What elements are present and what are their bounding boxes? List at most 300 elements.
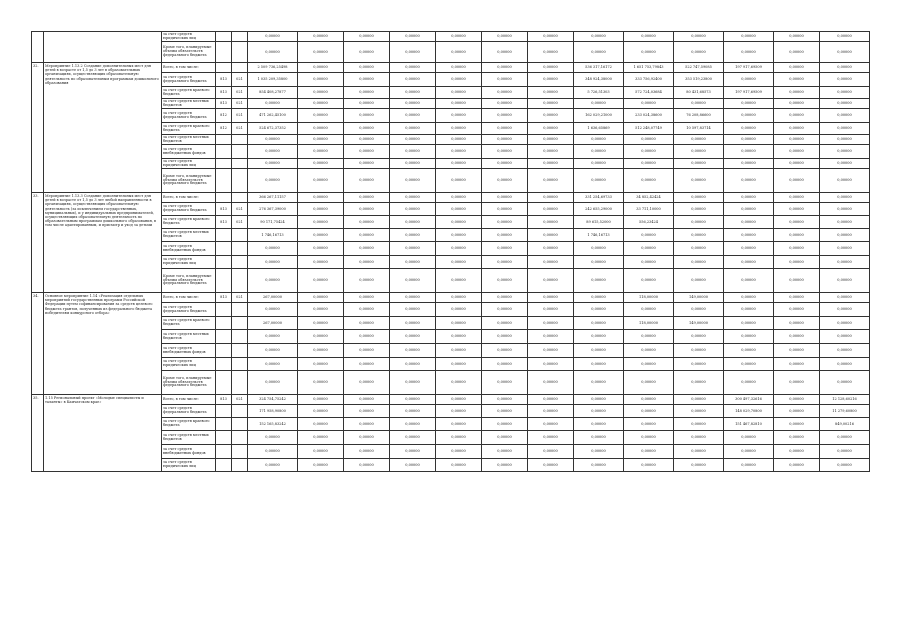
year-value: 0,00000 xyxy=(820,123,870,135)
year-value: 0,00000 xyxy=(774,135,820,145)
year-value: 0,00000 xyxy=(528,169,574,193)
year-value: 0,00000 xyxy=(624,256,674,269)
funding-source: за счет средств федерального бюджета xyxy=(162,203,216,216)
ministry-code xyxy=(216,169,232,193)
year-value: 0,00000 xyxy=(390,229,436,242)
section-code xyxy=(232,135,248,145)
year-value: 0,00000 xyxy=(436,371,482,395)
total-value: 0,00000 xyxy=(248,135,298,145)
year-value: 0,00000 xyxy=(298,303,344,317)
year-value: 0,00000 xyxy=(624,229,674,242)
year-value: 0,00000 xyxy=(482,459,528,472)
year-value: 0,00000 xyxy=(390,418,436,431)
row-number: 34. xyxy=(32,293,44,395)
year-value: 512 248,07749 xyxy=(624,123,674,135)
year-value: 0,00000 xyxy=(574,269,624,293)
year-value: 0,00000 xyxy=(724,73,774,87)
ministry-code xyxy=(216,229,232,242)
year-value: 0,00000 xyxy=(724,135,774,145)
year-value: 0,00000 xyxy=(724,32,774,42)
year-value: 0,00000 xyxy=(528,216,574,229)
year-value: 536 317,16172 xyxy=(574,63,624,73)
year-value: 0,00000 xyxy=(482,371,528,395)
year-value: 0,00000 xyxy=(574,371,624,395)
year-value: 0,00000 xyxy=(724,145,774,159)
year-value: 0,00000 xyxy=(482,109,528,123)
year-value: 0,00000 xyxy=(820,32,870,42)
year-value: 0,00000 xyxy=(344,242,390,256)
year-value: 0,00000 xyxy=(528,256,574,269)
total-value: 0,00000 xyxy=(248,169,298,193)
total-value: 152 165,83242 xyxy=(248,418,298,431)
year-value: 0,00000 xyxy=(298,418,344,431)
funding-source: за счет средств краевого бюджета xyxy=(162,216,216,229)
year-value: 0,00000 xyxy=(436,216,482,229)
section-code xyxy=(232,418,248,431)
year-value: 1 651 753,79843 xyxy=(624,63,674,73)
year-value: 0,00000 xyxy=(574,418,624,431)
year-value: 0,00000 xyxy=(344,317,390,330)
funding-source: за счет средств юридических лиц xyxy=(162,256,216,269)
year-value: 34 852,42424 xyxy=(624,193,674,203)
section-code: 021 xyxy=(232,87,248,99)
year-value: 0,00000 xyxy=(774,418,820,431)
year-value: 0,00000 xyxy=(724,358,774,371)
year-value: 151 467,82810 xyxy=(724,418,774,431)
year-value: 0,00000 xyxy=(436,344,482,358)
year-value: 0,00000 xyxy=(624,169,674,193)
year-value: 0,00000 xyxy=(298,87,344,99)
year-value: 80 431,68573 xyxy=(674,87,724,99)
section-code xyxy=(232,405,248,418)
year-value: 0,00000 xyxy=(674,32,724,42)
year-value: 0,00000 xyxy=(724,99,774,109)
total-value: 0,00000 xyxy=(248,32,298,42)
year-value: 0,00000 xyxy=(436,73,482,87)
year-value: 0,00000 xyxy=(390,123,436,135)
funding-source: за счет средств краевого бюджета xyxy=(162,418,216,431)
year-value: 0,00000 xyxy=(528,459,574,472)
year-value: 162 029,21000 xyxy=(574,109,624,123)
year-value: 0,00000 xyxy=(390,445,436,459)
funding-source: за счет средств краевого бюджета xyxy=(162,123,216,135)
year-value: 0,00000 xyxy=(298,371,344,395)
year-value: 0,00000 xyxy=(674,256,724,269)
year-value: 0,00000 xyxy=(574,459,624,472)
year-value: 0,00000 xyxy=(774,123,820,135)
year-value: 0,00000 xyxy=(528,193,574,203)
year-value: 0,00000 xyxy=(390,159,436,169)
year-value: 0,00000 xyxy=(774,229,820,242)
ministry-code xyxy=(216,269,232,293)
year-value: 0,00000 xyxy=(528,159,574,169)
year-value: 0,00000 xyxy=(482,203,528,216)
year-value: 0,00000 xyxy=(344,42,390,63)
year-value: 0,00000 xyxy=(390,42,436,63)
year-value: 0,00000 xyxy=(574,42,624,63)
year-value: 0,00000 xyxy=(482,330,528,344)
year-value: 0,00000 xyxy=(774,445,820,459)
year-value: 0,00000 xyxy=(298,330,344,344)
year-value: 0,00000 xyxy=(724,445,774,459)
year-value: 0,00000 xyxy=(624,431,674,445)
year-value: 0,00000 xyxy=(298,459,344,472)
funding-source: Кроме того, планируемые объемы обязательств федерального бюджета xyxy=(162,269,216,293)
year-value: 0,00000 xyxy=(624,303,674,317)
section-code xyxy=(232,330,248,344)
section-code: 021 xyxy=(232,216,248,229)
year-value: 0,00000 xyxy=(482,73,528,87)
year-value: 0,00000 xyxy=(624,330,674,344)
year-value: 0,00000 xyxy=(774,63,820,73)
funding-source: Кроме того, планируемые объемы обязательств федерального бюджета xyxy=(162,42,216,63)
total-value: 0,00000 xyxy=(248,256,298,269)
year-value: 0,00000 xyxy=(298,99,344,109)
year-value: 348 924,38000 xyxy=(574,73,624,87)
ministry-code xyxy=(216,431,232,445)
year-value: 0,00000 xyxy=(674,330,724,344)
year-value: 0,00000 xyxy=(298,135,344,145)
row-number: 35. xyxy=(32,395,44,472)
year-value: 0,00000 xyxy=(436,63,482,73)
year-value: 0,00000 xyxy=(436,145,482,159)
year-value: 0,00000 xyxy=(820,169,870,193)
year-value: 0,00000 xyxy=(820,344,870,358)
year-value: 0,00000 xyxy=(820,256,870,269)
year-value: 0,00000 xyxy=(624,242,674,256)
total-value: 276 367,39000 xyxy=(248,203,298,216)
year-value: 0,00000 xyxy=(298,445,344,459)
year-value: 0,00000 xyxy=(820,330,870,344)
funding-source: Всего, в том числе: xyxy=(162,395,216,405)
year-value: 0,00000 xyxy=(344,145,390,159)
year-value: 0,00000 xyxy=(674,99,724,109)
year-value: 0,00000 xyxy=(298,63,344,73)
year-value: 0,00000 xyxy=(344,159,390,169)
section-code xyxy=(232,42,248,63)
table-row xyxy=(32,193,870,203)
year-value: 0,00000 xyxy=(528,229,574,242)
section-code: 021 xyxy=(232,203,248,216)
year-value: 0,00000 xyxy=(624,145,674,159)
ministry-code xyxy=(216,358,232,371)
year-value: 0,00000 xyxy=(436,42,482,63)
year-value: 0,00000 xyxy=(528,99,574,109)
year-value: 0,00000 xyxy=(528,303,574,317)
measure-name: Мероприятие 1.13.3 Создание дополнительных мест для детей в возрасте от 1,5 до 3 лет любой направленности в организациях, осуществляющих образовательную деятельность (за исключением государственных, муниципальных), и у индивидуальных предпринимателей, осуществляющих образовательную деятельность по образовательным программам дошкольного образования, в том числе адаптированным, и присмотр и уход за детьми xyxy=(44,193,162,293)
year-value: 0,00000 xyxy=(574,431,624,445)
year-value: 0,00000 xyxy=(390,330,436,344)
year-value: 0,00000 xyxy=(574,358,624,371)
funding-source: за счет средств местных бюджетов xyxy=(162,431,216,445)
year-value: 0,00000 xyxy=(674,42,724,63)
measure-name: Основное мероприятие 1.14 «Реализация отдельных мероприятий государственных программ Российской Федерации путем софинансирования за средств целевого бюджета грантов, полученных из федерального бюджета победителям конкурсного отбора» xyxy=(44,293,162,395)
year-value: 0,00000 xyxy=(674,395,724,405)
funding-source: Кроме того, планируемые объемы обязательств федерального бюджета xyxy=(162,169,216,193)
year-value: 572 724,03684 xyxy=(624,87,674,99)
year-value: 0,00000 xyxy=(436,159,482,169)
total-value: 0,00000 xyxy=(248,330,298,344)
year-value: 0,00000 xyxy=(774,405,820,418)
year-value: 0,00000 xyxy=(820,269,870,293)
funding-source: Всего, в том числе: xyxy=(162,293,216,303)
year-value: 0,00000 xyxy=(344,303,390,317)
year-value: 0,00000 xyxy=(528,73,574,87)
year-value: 0,00000 xyxy=(528,431,574,445)
year-value: 0,00000 xyxy=(390,344,436,358)
year-value: 0,00000 xyxy=(344,330,390,344)
section-code xyxy=(232,344,248,358)
year-value: 0,00000 xyxy=(574,169,624,193)
total-value: 171 958,90800 xyxy=(248,405,298,418)
section-code xyxy=(232,145,248,159)
year-value: 0,00000 xyxy=(774,269,820,293)
total-value: 0,00000 xyxy=(248,242,298,256)
year-value: 0,00000 xyxy=(774,303,820,317)
section-code xyxy=(232,242,248,256)
year-value: 0,00000 xyxy=(436,256,482,269)
year-value: 0,00000 xyxy=(820,358,870,371)
ministry-code: 812 xyxy=(216,123,232,135)
year-value: 0,00000 xyxy=(674,303,724,317)
year-value: 0,00000 xyxy=(528,395,574,405)
year-value: 0,00000 xyxy=(724,109,774,123)
year-value: 0,00000 xyxy=(482,445,528,459)
year-value: 0,00000 xyxy=(528,145,574,159)
year-value: 0,00000 xyxy=(724,169,774,193)
year-value: 0,00000 xyxy=(390,87,436,99)
year-value: 0,00000 xyxy=(436,193,482,203)
year-value: 0,00000 xyxy=(820,216,870,229)
total-value: 1 746,16713 xyxy=(248,229,298,242)
ministry-code xyxy=(216,371,232,395)
funding-source: за счет средств краевого бюджета xyxy=(162,317,216,330)
year-value: 0,00000 xyxy=(390,99,436,109)
year-value: 0,00000 xyxy=(674,203,724,216)
year-value: 0,00000 xyxy=(390,193,436,203)
funding-source: за счет средств юридических лиц xyxy=(162,358,216,371)
year-value: 333 756,92400 xyxy=(624,73,674,87)
year-value: 0,00000 xyxy=(298,395,344,405)
year-value: 0,00000 xyxy=(344,405,390,418)
year-value: 0,00000 xyxy=(724,193,774,203)
year-value: 0,00000 xyxy=(436,418,482,431)
year-value: 118,00000 xyxy=(624,317,674,330)
year-value: 0,00000 xyxy=(724,459,774,472)
section-code: 021 xyxy=(232,293,248,303)
year-value: 0,00000 xyxy=(624,405,674,418)
section-code xyxy=(232,159,248,169)
year-value: 0,00000 xyxy=(390,431,436,445)
funding-source: Всего, в том числе: xyxy=(162,63,216,73)
year-value: 0,00000 xyxy=(574,395,624,405)
total-value: 90 171,75424 xyxy=(248,216,298,229)
total-value: 0,00000 xyxy=(248,159,298,169)
year-value: 0,00000 xyxy=(482,169,528,193)
year-value: 0,00000 xyxy=(344,99,390,109)
year-value: 0,00000 xyxy=(298,317,344,330)
funding-source: за счет средств местных бюджетов xyxy=(162,229,216,242)
ministry-code xyxy=(216,42,232,63)
year-value: 0,00000 xyxy=(528,242,574,256)
year-value: 0,00000 xyxy=(482,395,528,405)
year-value: 0,00000 xyxy=(820,63,870,73)
year-value: 0,00000 xyxy=(774,73,820,87)
year-value: 0,00000 xyxy=(344,293,390,303)
year-value: 0,00000 xyxy=(820,42,870,63)
year-value: 0,00000 xyxy=(624,344,674,358)
table-row xyxy=(32,395,870,405)
year-value: 233 024,38600 xyxy=(624,109,674,123)
year-value: 0,00000 xyxy=(390,256,436,269)
year-value: 0,00000 xyxy=(724,203,774,216)
year-value: 0,00000 xyxy=(390,32,436,42)
year-value: 0,00000 xyxy=(528,405,574,418)
ministry-code xyxy=(216,135,232,145)
year-value: 0,00000 xyxy=(436,169,482,193)
year-value: 0,00000 xyxy=(624,99,674,109)
year-value: 0,00000 xyxy=(390,317,436,330)
year-value: 0,00000 xyxy=(528,42,574,63)
year-value: 0,00000 xyxy=(574,405,624,418)
year-value: 0,00000 xyxy=(298,193,344,203)
row-number: 33. xyxy=(32,193,44,293)
year-value: 0,00000 xyxy=(344,169,390,193)
funding-source: за счет средств местных бюджетов xyxy=(162,135,216,145)
year-value: 0,00000 xyxy=(724,344,774,358)
year-value: 0,00000 xyxy=(574,135,624,145)
year-value: 33 711,10000 xyxy=(624,203,674,216)
funding-source: за счет средств федерального бюджета xyxy=(162,405,216,418)
year-value: 0,00000 xyxy=(482,32,528,42)
year-value: 0,00000 xyxy=(674,145,724,159)
ministry-code xyxy=(216,330,232,344)
year-value: 0,00000 xyxy=(436,317,482,330)
year-value: 0,00000 xyxy=(436,135,482,145)
year-value: 0,00000 xyxy=(774,431,820,445)
year-value: 0,00000 xyxy=(344,445,390,459)
year-value: 0,00000 xyxy=(344,203,390,216)
year-value: 0,00000 xyxy=(390,459,436,472)
total-value: 0,00000 xyxy=(248,42,298,63)
total-value: 854 408,27877 xyxy=(248,87,298,99)
ministry-code xyxy=(216,256,232,269)
year-value: 0,00000 xyxy=(298,256,344,269)
year-value: 0,00000 xyxy=(774,169,820,193)
total-value: 0,00000 xyxy=(248,269,298,293)
year-value: 0,00000 xyxy=(674,216,724,229)
total-value: 267,00000 xyxy=(248,293,298,303)
year-value: 0,00000 xyxy=(574,99,624,109)
section-code: 021 xyxy=(232,73,248,87)
ministry-code xyxy=(216,418,232,431)
year-value: 0,00000 xyxy=(820,303,870,317)
year-value: 0,00000 xyxy=(436,431,482,445)
funding-source: за счет средств внебюджетных фондов xyxy=(162,242,216,256)
year-value: 197 917,69509 xyxy=(724,87,774,99)
year-value: 0,00000 xyxy=(390,216,436,229)
year-value: 0,00000 xyxy=(436,293,482,303)
year-value: 0,00000 xyxy=(624,42,674,63)
year-value: 0,00000 xyxy=(436,269,482,293)
year-value: 0,00000 xyxy=(344,135,390,145)
funding-source: за счет средств федерального бюджета xyxy=(162,73,216,87)
year-value: 0,00000 xyxy=(674,418,724,431)
year-value: 556,23424 xyxy=(624,216,674,229)
year-value: 0,00000 xyxy=(674,169,724,193)
total-value: 471 262,45100 xyxy=(248,109,298,123)
year-value: 0,00000 xyxy=(774,42,820,63)
year-value: 0,00000 xyxy=(390,405,436,418)
total-value: 267,00000 xyxy=(248,317,298,330)
year-value: 0,00000 xyxy=(482,99,528,109)
ministry-code xyxy=(216,145,232,159)
year-value: 0,00000 xyxy=(436,203,482,216)
year-value: 0,00000 xyxy=(774,145,820,159)
total-value: 324 754,75242 xyxy=(248,395,298,405)
year-value: 331 254,69733 xyxy=(574,193,624,203)
year-value: 197 917,69509 xyxy=(724,63,774,73)
section-code xyxy=(232,431,248,445)
funding-source: за счет средств местных бюджетов xyxy=(162,330,216,344)
year-value: 0,00000 xyxy=(436,303,482,317)
year-value: 0,00000 xyxy=(436,358,482,371)
year-value: 0,00000 xyxy=(344,344,390,358)
year-value: 0,00000 xyxy=(390,293,436,303)
year-value: 0,00000 xyxy=(482,135,528,145)
year-value: 0,00000 xyxy=(436,229,482,242)
year-value: 0,00000 xyxy=(820,371,870,395)
year-value: 0,00000 xyxy=(482,63,528,73)
ministry-code: 813 xyxy=(216,87,232,99)
year-value: 0,00000 xyxy=(528,63,574,73)
row-number: 32. xyxy=(32,63,44,193)
year-value: 0,00000 xyxy=(482,193,528,203)
funding-source: за счет средств местных бюджетов xyxy=(162,99,216,109)
year-value: 0,00000 xyxy=(528,32,574,42)
year-value: 0,00000 xyxy=(298,159,344,169)
year-value: 0,00000 xyxy=(624,269,674,293)
funding-source: за счет средств юридических лиц xyxy=(162,32,216,42)
year-value: 0,00000 xyxy=(574,344,624,358)
measure-name: 1.15 Региональный проект «Молодые специалисты и таланты» в Камчатском крае» xyxy=(44,395,162,472)
year-value: 0,00000 xyxy=(724,269,774,293)
year-value: 0,00000 xyxy=(528,269,574,293)
year-value: 0,00000 xyxy=(624,445,674,459)
total-value: 0,00000 xyxy=(248,459,298,472)
total-value: 0,00000 xyxy=(248,445,298,459)
year-value: 0,00000 xyxy=(774,293,820,303)
year-value: 0,00000 xyxy=(820,229,870,242)
year-value: 0,00000 xyxy=(820,203,870,216)
year-value: 300 497,32616 xyxy=(724,395,774,405)
year-value: 0,00000 xyxy=(724,431,774,445)
ministry-code: 813 xyxy=(216,216,232,229)
year-value: 0,00000 xyxy=(390,145,436,159)
year-value: 0,00000 xyxy=(820,109,870,123)
year-value: 0,00000 xyxy=(774,203,820,216)
year-value: 0,00000 xyxy=(528,123,574,135)
year-value: 0,00000 xyxy=(344,63,390,73)
total-value: 0,00000 xyxy=(248,99,298,109)
year-value: 0,00000 xyxy=(528,109,574,123)
year-value: 0,00000 xyxy=(774,32,820,42)
year-value: 0,00000 xyxy=(624,395,674,405)
year-value: 0,00000 xyxy=(724,330,774,344)
year-value: 0,00000 xyxy=(298,242,344,256)
funding-source: за счет средств федерального бюджета xyxy=(162,303,216,317)
year-value: 0,00000 xyxy=(298,269,344,293)
